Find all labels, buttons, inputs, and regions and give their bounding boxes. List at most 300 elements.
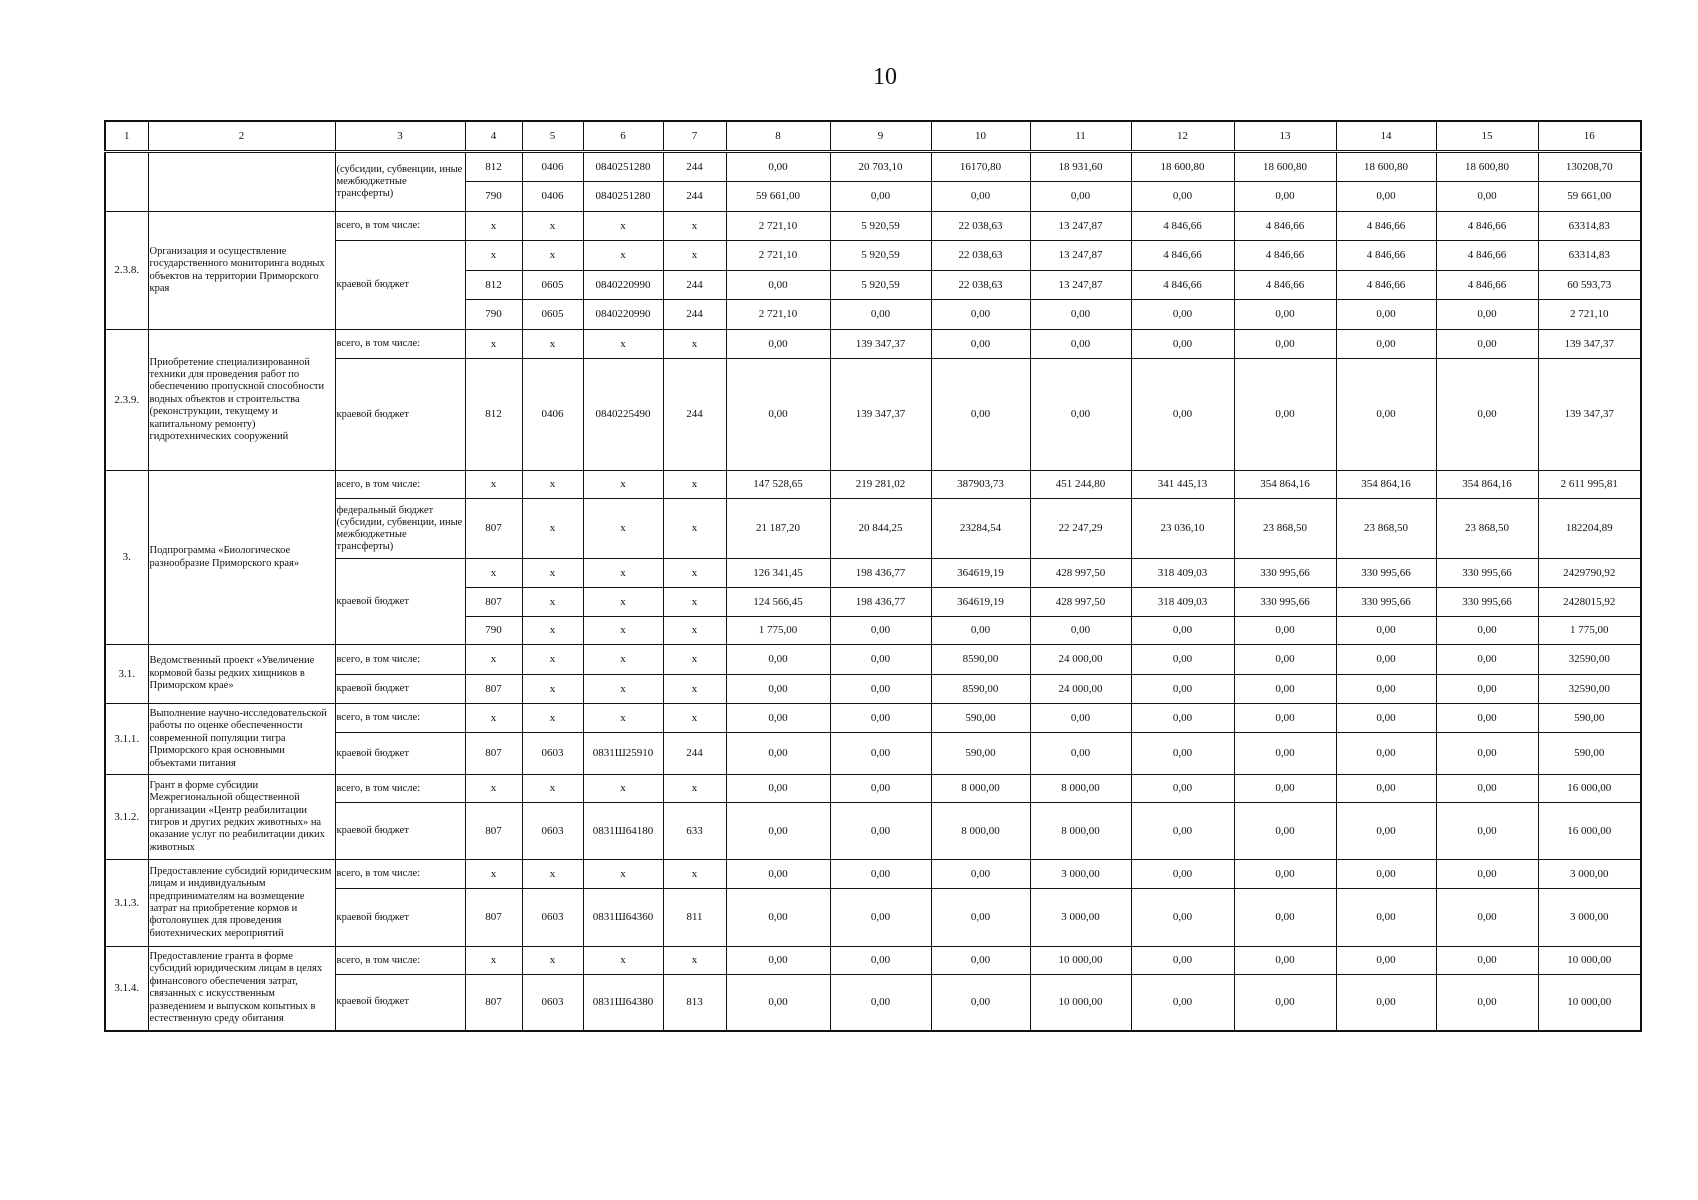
table-cell: 0,00: [830, 803, 931, 860]
table-cell: 0,00: [1131, 330, 1234, 359]
table-row: [105, 733, 1641, 775]
table-cell: 0,00: [830, 889, 931, 947]
table-cell: 0840220990: [583, 300, 663, 330]
table-cell: 5 920,59: [830, 271, 931, 300]
header-cell: 7: [663, 121, 726, 152]
table-row: [105, 803, 1641, 860]
table-cell: 0,00: [830, 733, 931, 775]
table-cell: x: [663, 471, 726, 499]
header-cell: 15: [1436, 121, 1538, 152]
table-cell: 0,00: [1336, 860, 1436, 889]
table-cell: 0,00: [1131, 300, 1234, 330]
table-cell: 428 997,50: [1030, 588, 1131, 617]
table-cell: 23 036,10: [1131, 499, 1234, 559]
table-cell: x: [583, 588, 663, 617]
table-cell: 0,00: [1131, 889, 1234, 947]
table-cell: x: [663, 588, 726, 617]
table-cell: 3.1.3.: [105, 860, 148, 947]
header-cell: 11: [1030, 121, 1131, 152]
table-cell: 0,00: [1336, 889, 1436, 947]
table-cell: x: [663, 947, 726, 975]
item-name-cell: Предоставление гранта в форме субсидий юридическим лицам в целях финансового обеспечения затрат, связанных с искусственным разведением и выпуском копытных в естественную среду обитания: [148, 947, 335, 1031]
funding-source-cell: всего, в том числе:: [335, 704, 465, 733]
table-cell: 0,00: [1030, 182, 1131, 212]
table-cell: 4 846,66: [1234, 271, 1336, 300]
header-cell: 3: [335, 121, 465, 152]
table-cell: 0840251280: [583, 152, 663, 182]
table-cell: 0,00: [1234, 675, 1336, 704]
table-cell: x: [465, 704, 522, 733]
table-cell: 0,00: [931, 330, 1030, 359]
table-cell: x: [522, 645, 583, 675]
table-cell: 0,00: [830, 947, 931, 975]
table-cell: [105, 152, 148, 212]
table-row: [105, 645, 1641, 675]
table-cell: 0,00: [1436, 733, 1538, 775]
header-row: [105, 121, 1641, 152]
table-cell: 0,00: [931, 617, 1030, 645]
table-cell: 0,00: [1234, 947, 1336, 975]
table-cell: 4 846,66: [1234, 212, 1336, 241]
table-cell: 0,00: [1234, 330, 1336, 359]
table-cell: x: [465, 330, 522, 359]
table-cell: 3 000,00: [1538, 889, 1641, 947]
funding-source-cell: краевой бюджет: [335, 559, 465, 645]
header-cell: 5: [522, 121, 583, 152]
table-cell: 0603: [522, 733, 583, 775]
table-cell: 0,00: [1234, 359, 1336, 471]
table-cell: x: [663, 675, 726, 704]
table-cell: 198 436,77: [830, 559, 931, 588]
table-cell: 244: [663, 271, 726, 300]
table-cell: x: [522, 775, 583, 803]
table-cell: 22 247,29: [1030, 499, 1131, 559]
table-row: [105, 860, 1641, 889]
table-cell: 139 347,37: [830, 330, 931, 359]
table-cell: 0,00: [1336, 300, 1436, 330]
table-cell: 0,00: [830, 300, 931, 330]
table-cell: 21 187,20: [726, 499, 830, 559]
table-cell: x: [522, 617, 583, 645]
header-cell: 4: [465, 121, 522, 152]
header-cell: 2: [148, 121, 335, 152]
table-cell: x: [465, 212, 522, 241]
table-cell: 139 347,37: [1538, 359, 1641, 471]
table-cell: 4 846,66: [1131, 271, 1234, 300]
table-cell: 807: [465, 588, 522, 617]
table-cell: x: [522, 241, 583, 271]
table-cell: 4 846,66: [1336, 212, 1436, 241]
table-cell: 0603: [522, 975, 583, 1031]
table-cell: 0,00: [931, 889, 1030, 947]
table-cell: 0,00: [1234, 860, 1336, 889]
table-cell: 8590,00: [931, 675, 1030, 704]
table-cell: x: [583, 860, 663, 889]
table-cell: 0,00: [931, 975, 1030, 1031]
funding-source-cell: всего, в том числе:: [335, 775, 465, 803]
table-cell: 0406: [522, 152, 583, 182]
table-cell: 0831Ш64180: [583, 803, 663, 860]
table-cell: 63314,83: [1538, 212, 1641, 241]
table-cell: x: [465, 645, 522, 675]
table-cell: 330 995,66: [1336, 559, 1436, 588]
header-cell: 9: [830, 121, 931, 152]
table-cell: 16 000,00: [1538, 775, 1641, 803]
table-cell: 2 721,10: [726, 241, 830, 271]
funding-source-cell: краевой бюджет: [335, 675, 465, 704]
table-cell: x: [663, 212, 726, 241]
table-cell: 8 000,00: [1030, 803, 1131, 860]
table-cell: x: [583, 704, 663, 733]
table-cell: 0,00: [726, 775, 830, 803]
table-cell: 0,00: [1336, 182, 1436, 212]
table-cell: x: [465, 471, 522, 499]
table-cell: x: [522, 499, 583, 559]
table-cell: 0,00: [830, 975, 931, 1031]
table-cell: 126 341,45: [726, 559, 830, 588]
table-cell: x: [663, 775, 726, 803]
table-cell: 0603: [522, 803, 583, 860]
table-row: [105, 499, 1641, 559]
table-cell: x: [522, 675, 583, 704]
table-cell: 790: [465, 617, 522, 645]
table-cell: 0,00: [1336, 733, 1436, 775]
table-cell: 32590,00: [1538, 645, 1641, 675]
table-cell: x: [522, 947, 583, 975]
table-cell: 790: [465, 182, 522, 212]
table-cell: 812: [465, 359, 522, 471]
table-cell: 0,00: [931, 359, 1030, 471]
table-cell: 0,00: [1436, 889, 1538, 947]
header-cell: 14: [1336, 121, 1436, 152]
table-cell: 0,00: [1336, 617, 1436, 645]
table-cell: 0,00: [726, 975, 830, 1031]
table-cell: 330 995,66: [1336, 588, 1436, 617]
table-cell: x: [663, 645, 726, 675]
table-cell: 428 997,50: [1030, 559, 1131, 588]
table-cell: 3 000,00: [1030, 889, 1131, 947]
table-cell: 0406: [522, 182, 583, 212]
table-cell: 0,00: [1131, 733, 1234, 775]
table-row: [105, 947, 1641, 975]
table-cell: 2.3.8.: [105, 212, 148, 330]
table-cell: 0,00: [1336, 330, 1436, 359]
table-cell: 341 445,13: [1131, 471, 1234, 499]
table-cell: 10 000,00: [1538, 947, 1641, 975]
table-cell: x: [522, 330, 583, 359]
header-cell: 10: [931, 121, 1030, 152]
table-cell: 0,00: [726, 359, 830, 471]
table-cell: 18 600,80: [1436, 152, 1538, 182]
table-cell: x: [663, 860, 726, 889]
table-cell: 8 000,00: [931, 803, 1030, 860]
table-cell: 4 846,66: [1436, 212, 1538, 241]
table-row: [105, 330, 1641, 359]
table-cell: x: [663, 330, 726, 359]
table-cell: 0,00: [1436, 645, 1538, 675]
table-cell: 13 247,87: [1030, 212, 1131, 241]
table-cell: 22 038,63: [931, 241, 1030, 271]
table-cell: x: [465, 775, 522, 803]
table-cell: 60 593,73: [1538, 271, 1641, 300]
table-cell: 244: [663, 182, 726, 212]
table-row: [105, 975, 1641, 1031]
table-cell: 0,00: [1030, 359, 1131, 471]
table-cell: x: [583, 775, 663, 803]
table-cell: 3 000,00: [1538, 860, 1641, 889]
table-cell: 182204,89: [1538, 499, 1641, 559]
table-cell: 0,00: [726, 889, 830, 947]
header-cell: 16: [1538, 121, 1641, 152]
table-cell: 8590,00: [931, 645, 1030, 675]
table-cell: 812: [465, 152, 522, 182]
table-cell: 807: [465, 733, 522, 775]
table-cell: 0,00: [1336, 775, 1436, 803]
page-number: 10: [873, 64, 897, 90]
table-cell: x: [583, 330, 663, 359]
table-cell: 590,00: [931, 733, 1030, 775]
table-cell: 807: [465, 889, 522, 947]
table-cell: 0,00: [1234, 617, 1336, 645]
funding-source-cell: всего, в том числе:: [335, 860, 465, 889]
table-cell: 0,00: [1234, 733, 1336, 775]
funding-source-cell: краевой бюджет: [335, 975, 465, 1031]
table-cell: x: [522, 212, 583, 241]
table-cell: 0,00: [1436, 617, 1538, 645]
table-cell: 0603: [522, 889, 583, 947]
table-cell: 3 000,00: [1030, 860, 1131, 889]
table-cell: x: [583, 241, 663, 271]
funding-source-cell: всего, в том числе:: [335, 212, 465, 241]
table-cell: 0,00: [1336, 359, 1436, 471]
table-cell: 20 844,25: [830, 499, 931, 559]
table-cell: 0,00: [1131, 704, 1234, 733]
table-cell: x: [522, 471, 583, 499]
table-row: [105, 775, 1641, 803]
table-cell: 18 600,80: [1131, 152, 1234, 182]
table-cell: [148, 152, 335, 212]
table-cell: 330 995,66: [1436, 588, 1538, 617]
funding-source-cell: всего, в том числе:: [335, 645, 465, 675]
table-cell: 3.1.: [105, 645, 148, 704]
header-cell: 13: [1234, 121, 1336, 152]
table-cell: 0406: [522, 359, 583, 471]
funding-source-cell: краевой бюджет: [335, 889, 465, 947]
table-cell: 4 846,66: [1436, 271, 1538, 300]
table-row: [105, 559, 1641, 588]
table-cell: 10 000,00: [1538, 975, 1641, 1031]
table-cell: x: [583, 617, 663, 645]
table-cell: 13 247,87: [1030, 271, 1131, 300]
table-cell: 244: [663, 733, 726, 775]
table-cell: 330 995,66: [1234, 559, 1336, 588]
table-cell: 0,00: [726, 271, 830, 300]
table-cell: 354 864,16: [1336, 471, 1436, 499]
table-cell: 23 868,50: [1234, 499, 1336, 559]
table-cell: 0,00: [1030, 300, 1131, 330]
table-body: [105, 121, 1641, 1031]
table-cell: 0840251280: [583, 182, 663, 212]
table-row: [105, 704, 1641, 733]
table-cell: 23284,54: [931, 499, 1030, 559]
table-cell: 790: [465, 300, 522, 330]
table-cell: 354 864,16: [1234, 471, 1336, 499]
table-cell: 130208,70: [1538, 152, 1641, 182]
table-cell: 0,00: [1131, 947, 1234, 975]
table-cell: 219 281,02: [830, 471, 931, 499]
table-cell: 807: [465, 803, 522, 860]
table-cell: 0,00: [726, 675, 830, 704]
table-cell: 0,00: [1336, 645, 1436, 675]
table-cell: 0,00: [1436, 775, 1538, 803]
table-cell: 0,00: [1336, 803, 1436, 860]
table-cell: 0,00: [1234, 889, 1336, 947]
table-cell: 0,00: [1234, 803, 1336, 860]
table-cell: 59 661,00: [726, 182, 830, 212]
table-cell: 0,00: [1131, 617, 1234, 645]
table-cell: 0,00: [1131, 359, 1234, 471]
table-cell: 23 868,50: [1436, 499, 1538, 559]
table-cell: 0,00: [1131, 675, 1234, 704]
table-cell: 244: [663, 152, 726, 182]
table-cell: 813: [663, 975, 726, 1031]
table-row: [105, 359, 1641, 471]
table-cell: 807: [465, 499, 522, 559]
funding-source-cell: всего, в том числе:: [335, 330, 465, 359]
table-cell: 0,00: [1234, 645, 1336, 675]
table-cell: 0,00: [726, 152, 830, 182]
table-cell: 0,00: [931, 182, 1030, 212]
table-row: [105, 889, 1641, 947]
table-cell: 0,00: [726, 803, 830, 860]
table-cell: x: [583, 471, 663, 499]
header-cell: 8: [726, 121, 830, 152]
table-cell: 2.3.9.: [105, 330, 148, 471]
table-cell: 2 721,10: [726, 212, 830, 241]
table-cell: 0,00: [830, 704, 931, 733]
table-cell: 0,00: [1131, 775, 1234, 803]
table-cell: 0,00: [830, 675, 931, 704]
table-cell: 4 846,66: [1234, 241, 1336, 271]
table-cell: x: [465, 241, 522, 271]
table-cell: x: [465, 947, 522, 975]
table-cell: 0,00: [1336, 947, 1436, 975]
table-cell: 24 000,00: [1030, 675, 1131, 704]
table-cell: 0840220990: [583, 271, 663, 300]
table-cell: 0,00: [726, 645, 830, 675]
table-cell: x: [583, 645, 663, 675]
table-cell: 59 661,00: [1538, 182, 1641, 212]
table-cell: 0,00: [1234, 300, 1336, 330]
table-row: [105, 152, 1641, 182]
table-cell: x: [663, 704, 726, 733]
table-cell: 807: [465, 975, 522, 1031]
table-cell: 364619,19: [931, 559, 1030, 588]
table-cell: 4 846,66: [1131, 212, 1234, 241]
table-cell: 8 000,00: [931, 775, 1030, 803]
table-cell: 0605: [522, 300, 583, 330]
table-cell: 24 000,00: [1030, 645, 1131, 675]
table-cell: 1 775,00: [726, 617, 830, 645]
table-cell: 3.1.2.: [105, 775, 148, 860]
table-cell: 0,00: [1234, 975, 1336, 1031]
table-cell: 18 931,60: [1030, 152, 1131, 182]
table-cell: 0,00: [931, 860, 1030, 889]
table-cell: 8 000,00: [1030, 775, 1131, 803]
table-cell: 4 846,66: [1336, 271, 1436, 300]
table-cell: 0,00: [726, 947, 830, 975]
table-row: [105, 212, 1641, 241]
table-cell: x: [663, 241, 726, 271]
table-cell: 3.1.4.: [105, 947, 148, 1031]
table-cell: 0,00: [1436, 359, 1538, 471]
table-cell: 124 566,45: [726, 588, 830, 617]
table-cell: 0,00: [726, 704, 830, 733]
table-cell: x: [465, 860, 522, 889]
table-cell: 0,00: [1436, 300, 1538, 330]
table-cell: 22 038,63: [931, 271, 1030, 300]
item-name-cell: Приобретение специализированной техники для проведения работ по обеспечению пропускной способности водных объектов и строительства (реконструкции, текущему и капитальному ремонту) гидротехнических сооружений: [148, 330, 335, 471]
table-cell: 0605: [522, 271, 583, 300]
table-cell: 387903,73: [931, 471, 1030, 499]
table-cell: 590,00: [1538, 704, 1641, 733]
budget-table: [104, 120, 1642, 1032]
table-cell: x: [583, 212, 663, 241]
table-cell: 0,00: [1234, 775, 1336, 803]
table-cell: 0,00: [1131, 645, 1234, 675]
funding-source-cell: краевой бюджет: [335, 359, 465, 471]
item-name-cell: Организация и осуществление государственного мониторинга водных объектов на территории Приморского края: [148, 212, 335, 330]
table-cell: 318 409,03: [1131, 588, 1234, 617]
table-cell: 0,00: [1436, 182, 1538, 212]
table-cell: 0,00: [830, 645, 931, 675]
table-cell: 0,00: [726, 733, 830, 775]
table-cell: 139 347,37: [830, 359, 931, 471]
table-cell: 0,00: [1436, 860, 1538, 889]
table-cell: 4 846,66: [1336, 241, 1436, 271]
table-cell: 590,00: [931, 704, 1030, 733]
table-cell: x: [583, 559, 663, 588]
table-cell: 811: [663, 889, 726, 947]
table-cell: x: [583, 675, 663, 704]
item-name-cell: Грант в форме субсидии Межрегиональной общественной организации «Центр реабилитации тигров и других редких животных» на оказание услуг по реабилитации диких животных: [148, 775, 335, 860]
funding-source-cell: краевой бюджет: [335, 241, 465, 330]
table-cell: x: [663, 559, 726, 588]
table-cell: 0,00: [1234, 182, 1336, 212]
table-row: [105, 241, 1641, 271]
table-cell: 0,00: [1336, 704, 1436, 733]
table-cell: 590,00: [1538, 733, 1641, 775]
item-name-cell: Подпрограмма «Биологическое разнообразие Приморского края»: [148, 471, 335, 645]
table-cell: 2 721,10: [726, 300, 830, 330]
table-cell: 0,00: [726, 860, 830, 889]
table-cell: 23 868,50: [1336, 499, 1436, 559]
table-cell: x: [522, 704, 583, 733]
table-cell: 1 775,00: [1538, 617, 1641, 645]
table-cell: 451 244,80: [1030, 471, 1131, 499]
table-cell: x: [663, 617, 726, 645]
header-cell: 1: [105, 121, 148, 152]
table-cell: 139 347,37: [1538, 330, 1641, 359]
table-cell: 330 995,66: [1234, 588, 1336, 617]
table-cell: 4 846,66: [1436, 241, 1538, 271]
funding-source-cell: всего, в том числе:: [335, 947, 465, 975]
table-cell: 354 864,16: [1436, 471, 1538, 499]
table-cell: x: [583, 499, 663, 559]
table-cell: 0,00: [1030, 617, 1131, 645]
table-cell: 20 703,10: [830, 152, 931, 182]
table-cell: 0,00: [1336, 675, 1436, 704]
